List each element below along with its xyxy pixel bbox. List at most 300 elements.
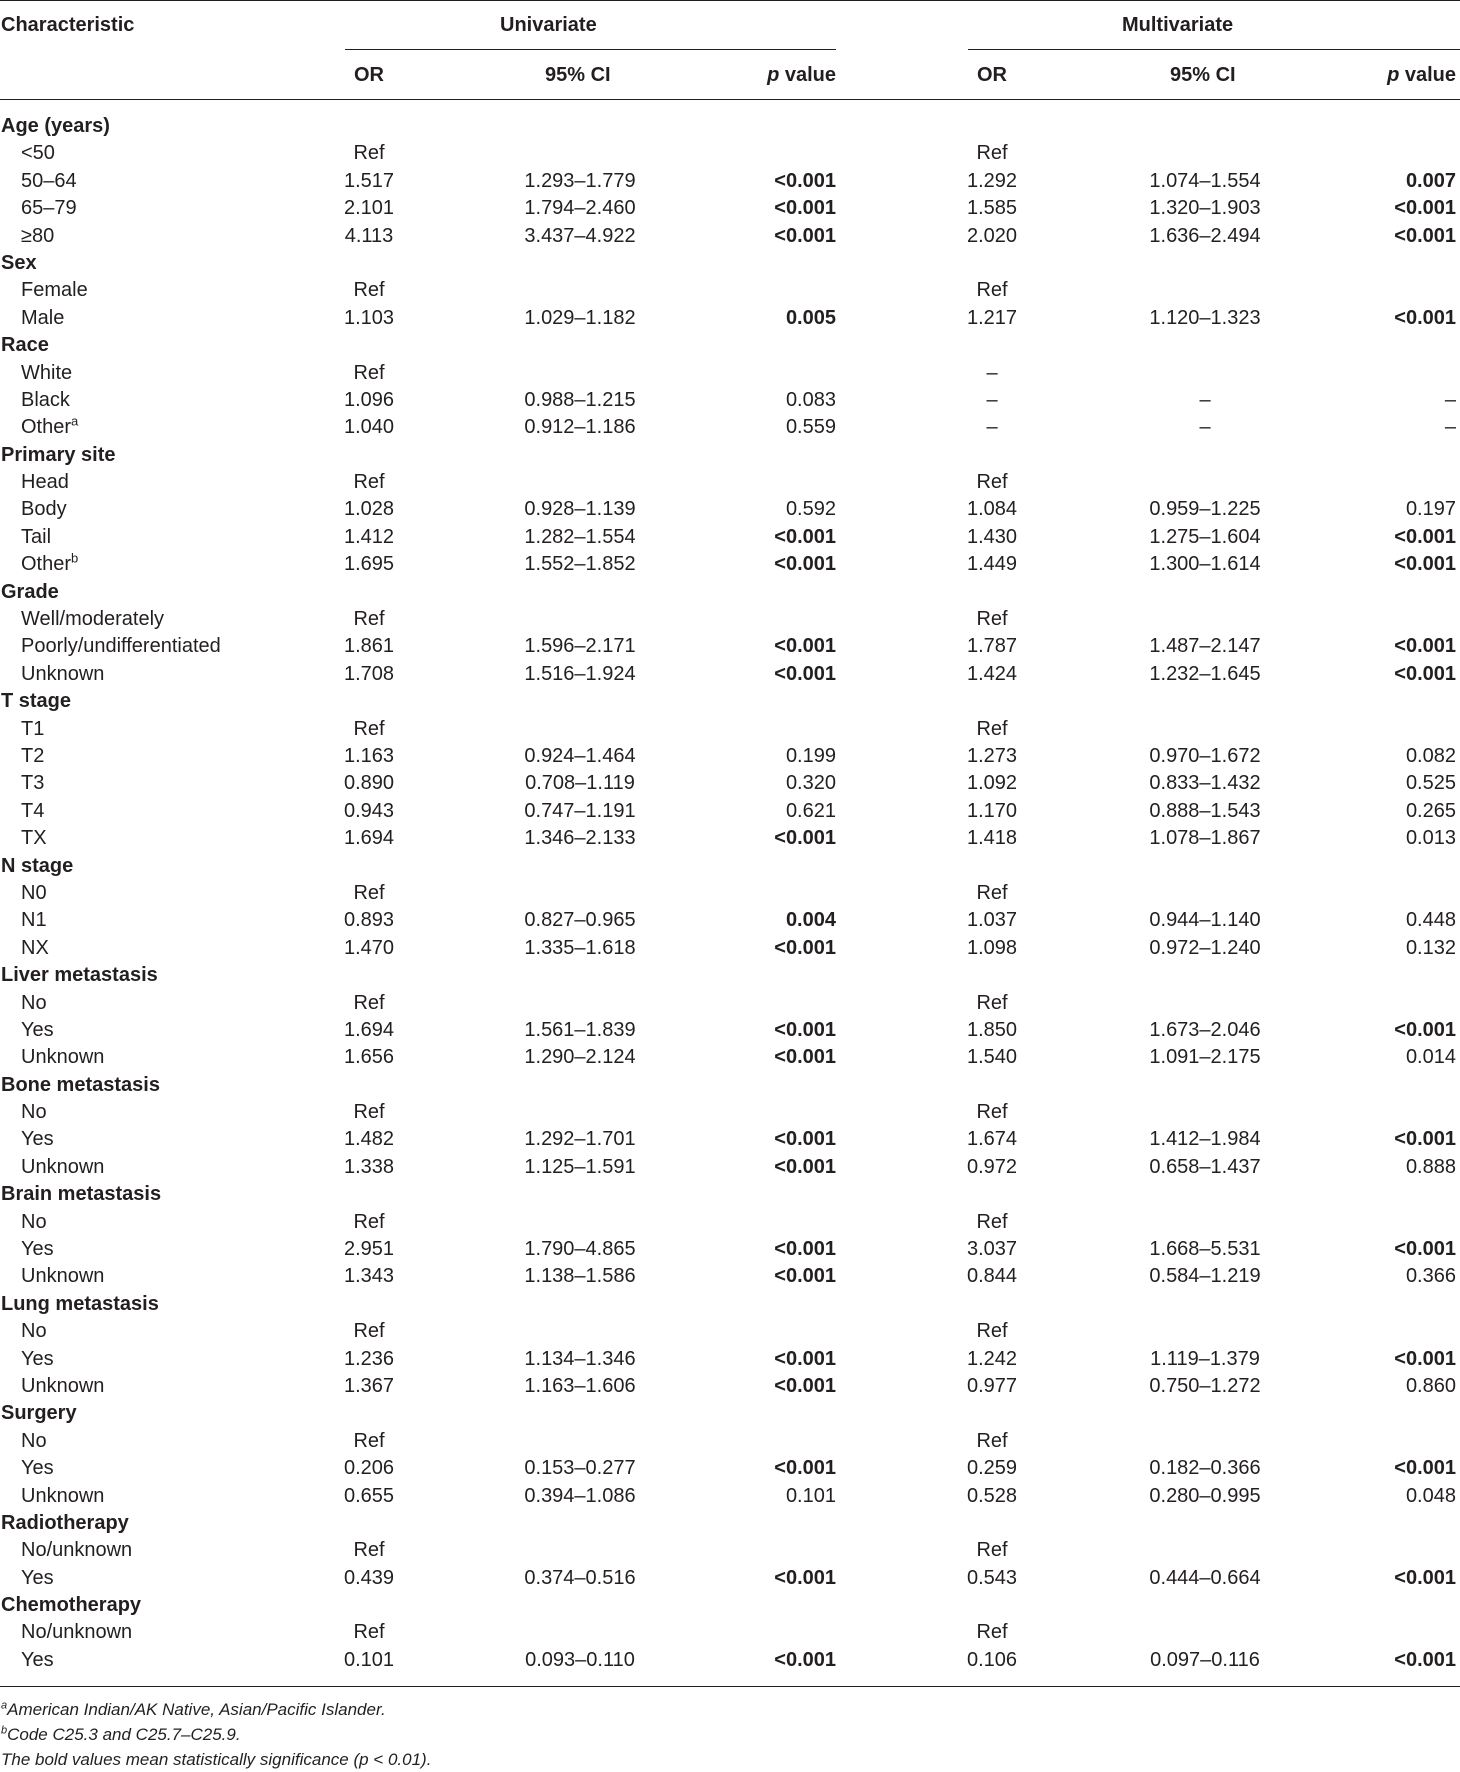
table-row (0, 1346, 1460, 1373)
multivariate-or-value: 1.424 (966, 662, 1018, 685)
row-label (21, 1126, 54, 1153)
univariate-or-value: 0.206 (343, 1457, 395, 1480)
row-label (21, 387, 70, 414)
row-label (21, 551, 78, 578)
multivariate-p (1394, 1346, 1456, 1373)
univariate-p-value: <0.001 (774, 1566, 836, 1589)
multivariate-p (1394, 551, 1456, 578)
univariate-p-value: <0.001 (774, 553, 836, 576)
table-row (0, 1647, 1460, 1674)
multivariate-p (1406, 743, 1456, 770)
multivariate-ci-value: 1.120–1.323 (1149, 306, 1261, 329)
label-text: Yes (21, 1347, 54, 1370)
univariate-p-value: <0.001 (774, 1374, 836, 1397)
table-row (0, 661, 1460, 688)
table-row (0, 825, 1460, 852)
multivariate-p (1445, 414, 1456, 441)
univariate-p-value: 0.083 (785, 388, 836, 411)
multivariate-or-value: 1.037 (966, 909, 1018, 932)
univariate-p-value: 0.199 (785, 744, 836, 767)
table-header-rule (0, 99, 1460, 100)
univariate-p-value: <0.001 (774, 1128, 836, 1151)
multivariate-ci-value: 0.944–1.140 (1149, 909, 1261, 932)
univariate-or-value: 1.695 (343, 553, 395, 576)
multivariate-p-value: <0.001 (1394, 1128, 1456, 1151)
univariate-p (774, 1565, 836, 1592)
category-label (1, 688, 71, 715)
category-row (0, 688, 1460, 715)
multivariate-or-value: 2.020 (966, 224, 1018, 247)
footnote-marker: b (71, 550, 79, 566)
multivariate-p (1394, 305, 1456, 332)
multivariate-p-value: <0.001 (1394, 525, 1456, 548)
header-characteristic: Characteristic (1, 14, 135, 36)
univariate-p-value: 0.101 (785, 1484, 836, 1507)
multivariate-p (1394, 633, 1456, 660)
row-label (21, 606, 164, 633)
univariate-ci-value: 1.029–1.182 (524, 306, 636, 329)
category-row (0, 579, 1460, 606)
multivariate-p (1406, 1483, 1456, 1510)
category-label (1, 1181, 161, 1208)
label-text: No (21, 1210, 47, 1233)
label-text: N stage (1, 854, 74, 877)
multivariate-p (1406, 770, 1456, 797)
label-text: T3 (21, 772, 45, 795)
multivariate-or-value: – (986, 388, 998, 411)
multivariate-or-value: 1.092 (966, 772, 1018, 795)
univariate-p-value: <0.001 (774, 1347, 836, 1370)
label-text: Unknown (21, 1484, 105, 1507)
table-row (0, 743, 1460, 770)
row-label (21, 469, 69, 496)
table-row (0, 360, 1460, 387)
category-row (0, 1181, 1460, 1208)
multivariate-span-rule (968, 49, 1460, 50)
univariate-or-value: Ref (353, 1101, 385, 1124)
multivariate-p-value: <0.001 (1394, 197, 1456, 220)
category-row (0, 250, 1460, 277)
row-label (21, 798, 44, 825)
univariate-or-value: Ref (353, 361, 385, 384)
univariate-p-value: <0.001 (774, 525, 836, 548)
multivariate-ci-value: 1.320–1.903 (1149, 197, 1261, 220)
univariate-p-value: 0.559 (785, 416, 836, 439)
row-label (21, 1455, 54, 1482)
multivariate-p-value: <0.001 (1394, 553, 1456, 576)
multivariate-p (1406, 825, 1456, 852)
label-text: No/unknown (21, 1539, 133, 1562)
table-row (0, 1565, 1460, 1592)
multivariate-or-value: 1.585 (966, 197, 1018, 220)
univariate-p (774, 1263, 836, 1290)
category-label (1, 962, 158, 989)
multivariate-or-value: Ref (976, 1320, 1008, 1343)
row-label (21, 880, 47, 907)
univariate-ci-value: 1.516–1.924 (524, 662, 636, 685)
category-row (0, 962, 1460, 989)
multivariate-or-value: 0.543 (966, 1566, 1018, 1589)
multivariate-p (1394, 524, 1456, 551)
table-row (0, 195, 1460, 222)
row-label (21, 1017, 54, 1044)
multivariate-ci-value: 1.668–5.531 (1149, 1238, 1261, 1261)
univariate-or-value: 1.338 (343, 1155, 395, 1178)
table-row (0, 716, 1460, 743)
header-multivariate-ci: 95% CI (1170, 64, 1236, 86)
multivariate-p (1394, 1126, 1456, 1153)
multivariate-or-value: 1.850 (966, 1018, 1018, 1041)
footnote-a (1, 1697, 431, 1722)
category-row (0, 442, 1460, 469)
header-univariate: Univariate (500, 14, 597, 36)
univariate-p (774, 223, 836, 250)
table-row (0, 798, 1460, 825)
univariate-p-value: 0.320 (785, 772, 836, 795)
univariate-p (774, 168, 836, 195)
univariate-ci-value: 0.827–0.965 (524, 909, 636, 932)
multivariate-p-value: <0.001 (1394, 1648, 1456, 1671)
multivariate-ci-value: 1.636–2.494 (1149, 224, 1261, 247)
multivariate-p-value: <0.001 (1394, 306, 1456, 329)
univariate-p (774, 661, 836, 688)
univariate-ci-value: 1.794–2.460 (524, 197, 636, 220)
label-text: No/unknown (21, 1621, 133, 1644)
multivariate-ci-value: 0.888–1.543 (1149, 799, 1261, 822)
univariate-ci-value: 1.163–1.606 (524, 1374, 636, 1397)
multivariate-p-value: <0.001 (1394, 1457, 1456, 1480)
label-text: Radiotherapy (1, 1511, 129, 1534)
multivariate-or-value: 1.084 (966, 498, 1018, 521)
label-text: 65–79 (21, 197, 77, 220)
multivariate-ci-value: 0.280–0.995 (1149, 1484, 1261, 1507)
row-label (21, 1346, 54, 1373)
multivariate-or-value: 1.273 (966, 744, 1018, 767)
header-univariate-ci: 95% CI (545, 64, 611, 86)
univariate-p (786, 496, 836, 523)
category-row (0, 1400, 1460, 1427)
category-row (0, 1592, 1460, 1619)
multivariate-ci-value: 1.232–1.645 (1149, 662, 1261, 685)
multivariate-p-value: <0.001 (1394, 1347, 1456, 1370)
header-univariate-or: OR (354, 64, 384, 86)
univariate-ci-value: 0.093–0.110 (525, 1648, 635, 1671)
category-row (0, 332, 1460, 359)
univariate-ci-value: 1.138–1.586 (524, 1265, 636, 1288)
univariate-or-value: 1.367 (343, 1374, 395, 1397)
multivariate-p-value: – (1444, 388, 1456, 411)
univariate-or-value: 1.412 (343, 525, 395, 548)
multivariate-p (1406, 496, 1456, 523)
multivariate-p (1406, 935, 1456, 962)
table-row (0, 1537, 1460, 1564)
univariate-p (774, 1044, 836, 1071)
table-row (0, 469, 1460, 496)
multivariate-p (1394, 1017, 1456, 1044)
table-row (0, 1017, 1460, 1044)
multivariate-p-value: <0.001 (1394, 1018, 1456, 1041)
univariate-p (774, 1346, 836, 1373)
multivariate-p-value: 0.448 (1405, 909, 1456, 932)
row-label (21, 1318, 47, 1345)
univariate-p (786, 907, 836, 934)
multivariate-p-value: <0.001 (1394, 1238, 1456, 1261)
univariate-ci-value: 0.912–1.186 (524, 416, 636, 439)
multivariate-or-value: Ref (976, 279, 1008, 302)
univariate-or-value: 0.655 (343, 1484, 395, 1507)
table-row (0, 1373, 1460, 1400)
multivariate-p-value: 0.007 (1405, 169, 1456, 192)
univariate-or-value: 0.943 (343, 799, 395, 822)
table-row (0, 223, 1460, 250)
label-text: Unknown (21, 1155, 105, 1178)
univariate-or-value: 1.040 (343, 416, 395, 439)
multivariate-p-value: <0.001 (1394, 1566, 1456, 1589)
multivariate-p-value: 0.860 (1405, 1374, 1456, 1397)
univariate-ci-value: 0.708–1.119 (525, 772, 635, 795)
label-text: No (21, 991, 47, 1014)
univariate-p-value: <0.001 (774, 936, 836, 959)
univariate-ci-value: 1.561–1.839 (524, 1018, 636, 1041)
label-text: Head (21, 471, 69, 494)
univariate-p-value: <0.001 (774, 197, 836, 220)
multivariate-p-value: 0.888 (1405, 1155, 1456, 1178)
univariate-ci-value: 1.346–2.133 (524, 827, 636, 850)
univariate-p (786, 305, 836, 332)
footnote-bold-note: The bold values mean statistically significance (p < 0.01). (1, 1750, 432, 1769)
univariate-p (774, 1017, 836, 1044)
univariate-or-value: 0.439 (343, 1566, 395, 1589)
multivariate-or-value: 3.037 (966, 1238, 1018, 1261)
label-text: Surgery (1, 1402, 77, 1425)
multivariate-p-value: – (1444, 416, 1456, 439)
univariate-p-value: <0.001 (774, 1238, 836, 1261)
label-text: Primary site (1, 443, 116, 466)
univariate-or-value: 1.103 (343, 306, 395, 329)
multivariate-ci-value: 1.487–2.147 (1149, 635, 1261, 658)
univariate-ci-value: 1.134–1.346 (524, 1347, 636, 1370)
category-row (0, 853, 1460, 880)
table-row (0, 305, 1460, 332)
multivariate-or-value: 1.540 (966, 1046, 1018, 1069)
row-label (21, 1154, 104, 1181)
label-text: N0 (21, 881, 47, 904)
univariate-or-value: Ref (353, 608, 385, 631)
multivariate-ci-value: 0.584–1.219 (1149, 1265, 1261, 1288)
univariate-ci-value: 1.125–1.591 (524, 1155, 636, 1178)
category-label (1, 1291, 159, 1318)
label-text: Male (21, 306, 65, 329)
label-text: Unknown (21, 1374, 105, 1397)
category-label (1, 853, 73, 880)
univariate-ci-value: 0.374–0.516 (524, 1566, 636, 1589)
label-text: Chemotherapy (1, 1594, 142, 1617)
multivariate-or-value: 1.170 (966, 799, 1018, 822)
row-label (21, 1236, 54, 1263)
table-row (0, 880, 1460, 907)
univariate-p-value: 0.005 (785, 306, 836, 329)
univariate-p (786, 743, 836, 770)
label-text: Well/moderately (21, 608, 165, 631)
univariate-p (786, 414, 836, 441)
univariate-p (774, 551, 836, 578)
label-text: Bone metastasis (1, 1073, 160, 1096)
row-label (21, 223, 54, 250)
footnote-a-mark: a (1, 1699, 8, 1712)
univariate-or-value: Ref (353, 471, 385, 494)
row-label (21, 305, 64, 332)
row-label (21, 1565, 54, 1592)
multivariate-or-value: 1.787 (966, 635, 1018, 658)
category-label (1, 1510, 129, 1537)
univariate-or-value: 1.861 (343, 635, 395, 658)
univariate-p-value: <0.001 (774, 662, 836, 685)
row-label (21, 1428, 47, 1455)
row-label (21, 633, 221, 660)
univariate-ci-value: 1.293–1.779 (524, 169, 636, 192)
footnote-b (1, 1722, 431, 1747)
multivariate-or-value: Ref (976, 1429, 1008, 1452)
label-text: Poorly/undifferentiated (21, 635, 221, 658)
multivariate-or-value: – (986, 416, 998, 439)
label-text: No (21, 1320, 47, 1343)
category-label (1, 1592, 141, 1619)
multivariate-ci-value: – (1199, 416, 1211, 439)
univariate-ci-value: 0.924–1.464 (524, 744, 636, 767)
multivariate-or-value: 1.674 (966, 1128, 1018, 1151)
multivariate-or-value: Ref (976, 1539, 1008, 1562)
multivariate-or-value: 0.106 (966, 1648, 1018, 1671)
univariate-p-value: <0.001 (774, 1457, 836, 1480)
multivariate-or-value: 1.430 (966, 525, 1018, 548)
label-text: NX (21, 936, 49, 959)
multivariate-or-value: – (986, 361, 998, 384)
univariate-or-value: 1.694 (343, 1018, 395, 1041)
label-text: Yes (21, 1457, 54, 1480)
category-label (1, 442, 116, 469)
label-text: Race (1, 334, 49, 357)
multivariate-p-value: 0.013 (1405, 827, 1456, 850)
multivariate-or-value: Ref (976, 881, 1008, 904)
univariate-or-value: 2.951 (343, 1238, 395, 1261)
table-row (0, 907, 1460, 934)
multivariate-or-value: 0.972 (966, 1155, 1018, 1178)
univariate-p (774, 633, 836, 660)
table-row (0, 414, 1460, 441)
univariate-or-value: 1.236 (343, 1347, 395, 1370)
table-bottom-rule (0, 1686, 1460, 1687)
univariate-p-value: <0.001 (774, 1265, 836, 1288)
row-label (21, 414, 78, 441)
univariate-or-value: 0.890 (343, 772, 395, 795)
multivariate-p-value: 0.366 (1405, 1265, 1456, 1288)
multivariate-ci-value: 1.673–2.046 (1149, 1018, 1261, 1041)
multivariate-p-value: 0.132 (1405, 936, 1456, 959)
multivariate-or-value: Ref (976, 717, 1008, 740)
multivariate-p-value: <0.001 (1394, 662, 1456, 685)
p-italic: p (767, 64, 780, 86)
multivariate-p-value: 0.525 (1405, 772, 1456, 795)
multivariate-p (1394, 1647, 1456, 1674)
multivariate-ci-value: 0.444–0.664 (1149, 1566, 1261, 1589)
label-text: Unknown (21, 1046, 105, 1069)
row-label (21, 360, 72, 387)
label-text: Other (21, 416, 72, 439)
multivariate-ci-value: 0.182–0.366 (1149, 1457, 1261, 1480)
univariate-or-value: 0.101 (343, 1648, 395, 1671)
multivariate-ci-value: 1.091–2.175 (1149, 1046, 1261, 1069)
row-label (21, 1483, 104, 1510)
univariate-p (774, 524, 836, 551)
label-text: White (21, 361, 73, 384)
table-row (0, 1044, 1460, 1071)
table-row (0, 140, 1460, 167)
row-label (21, 1537, 132, 1564)
univariate-or-value: Ref (353, 1210, 385, 1233)
table-row (0, 1099, 1460, 1126)
univariate-or-value: Ref (353, 1621, 385, 1644)
univariate-span-rule (345, 49, 836, 50)
multivariate-or-value: Ref (976, 142, 1008, 165)
multivariate-or-value: Ref (976, 991, 1008, 1014)
univariate-ci-value: 1.335–1.618 (524, 936, 636, 959)
header-multivariate: Multivariate (1122, 14, 1234, 36)
multivariate-or-value: 1.449 (966, 553, 1018, 576)
row-label (21, 1099, 47, 1126)
univariate-or-value: 1.470 (343, 936, 395, 959)
category-label (1, 1072, 160, 1099)
table-row (0, 1483, 1460, 1510)
univariate-ci-value: 1.596–2.171 (524, 635, 636, 658)
univariate-p-value: <0.001 (774, 1046, 836, 1069)
multivariate-p-value: 0.048 (1405, 1484, 1456, 1507)
multivariate-or-value: Ref (976, 471, 1008, 494)
multivariate-p (1406, 907, 1456, 934)
univariate-p-value: <0.001 (774, 1155, 836, 1178)
univariate-p (786, 798, 836, 825)
table-row (0, 1236, 1460, 1263)
multivariate-ci-value: 1.119–1.379 (1150, 1347, 1260, 1370)
table-row (0, 606, 1460, 633)
label-text: T1 (21, 717, 45, 740)
row-label (21, 770, 44, 797)
header-multivariate-p (1387, 63, 1456, 87)
category-label (1, 113, 110, 140)
multivariate-or-value: 1.292 (966, 169, 1018, 192)
multivariate-ci-value: – (1199, 388, 1211, 411)
table-body (0, 113, 1460, 1674)
table-row (0, 935, 1460, 962)
univariate-p (786, 1483, 836, 1510)
multivariate-or-value: 1.217 (966, 306, 1018, 329)
row-label (21, 935, 49, 962)
table-row (0, 277, 1460, 304)
multivariate-p-value: <0.001 (1394, 635, 1456, 658)
table-row (0, 524, 1460, 551)
row-label (21, 496, 67, 523)
univariate-ci-value: 1.552–1.852 (524, 553, 636, 576)
table-row (0, 1263, 1460, 1290)
multivariate-ci-value: 1.275–1.604 (1149, 525, 1261, 548)
multivariate-ci-value: 0.097–0.116 (1150, 1648, 1260, 1671)
univariate-or-value: Ref (353, 1320, 385, 1343)
label-text: Female (21, 279, 88, 302)
univariate-p (786, 387, 836, 414)
univariate-or-value: 1.694 (343, 827, 395, 850)
univariate-ci-value: 0.394–1.086 (524, 1484, 636, 1507)
category-row (0, 1510, 1460, 1537)
multivariate-or-value: Ref (976, 1210, 1008, 1233)
